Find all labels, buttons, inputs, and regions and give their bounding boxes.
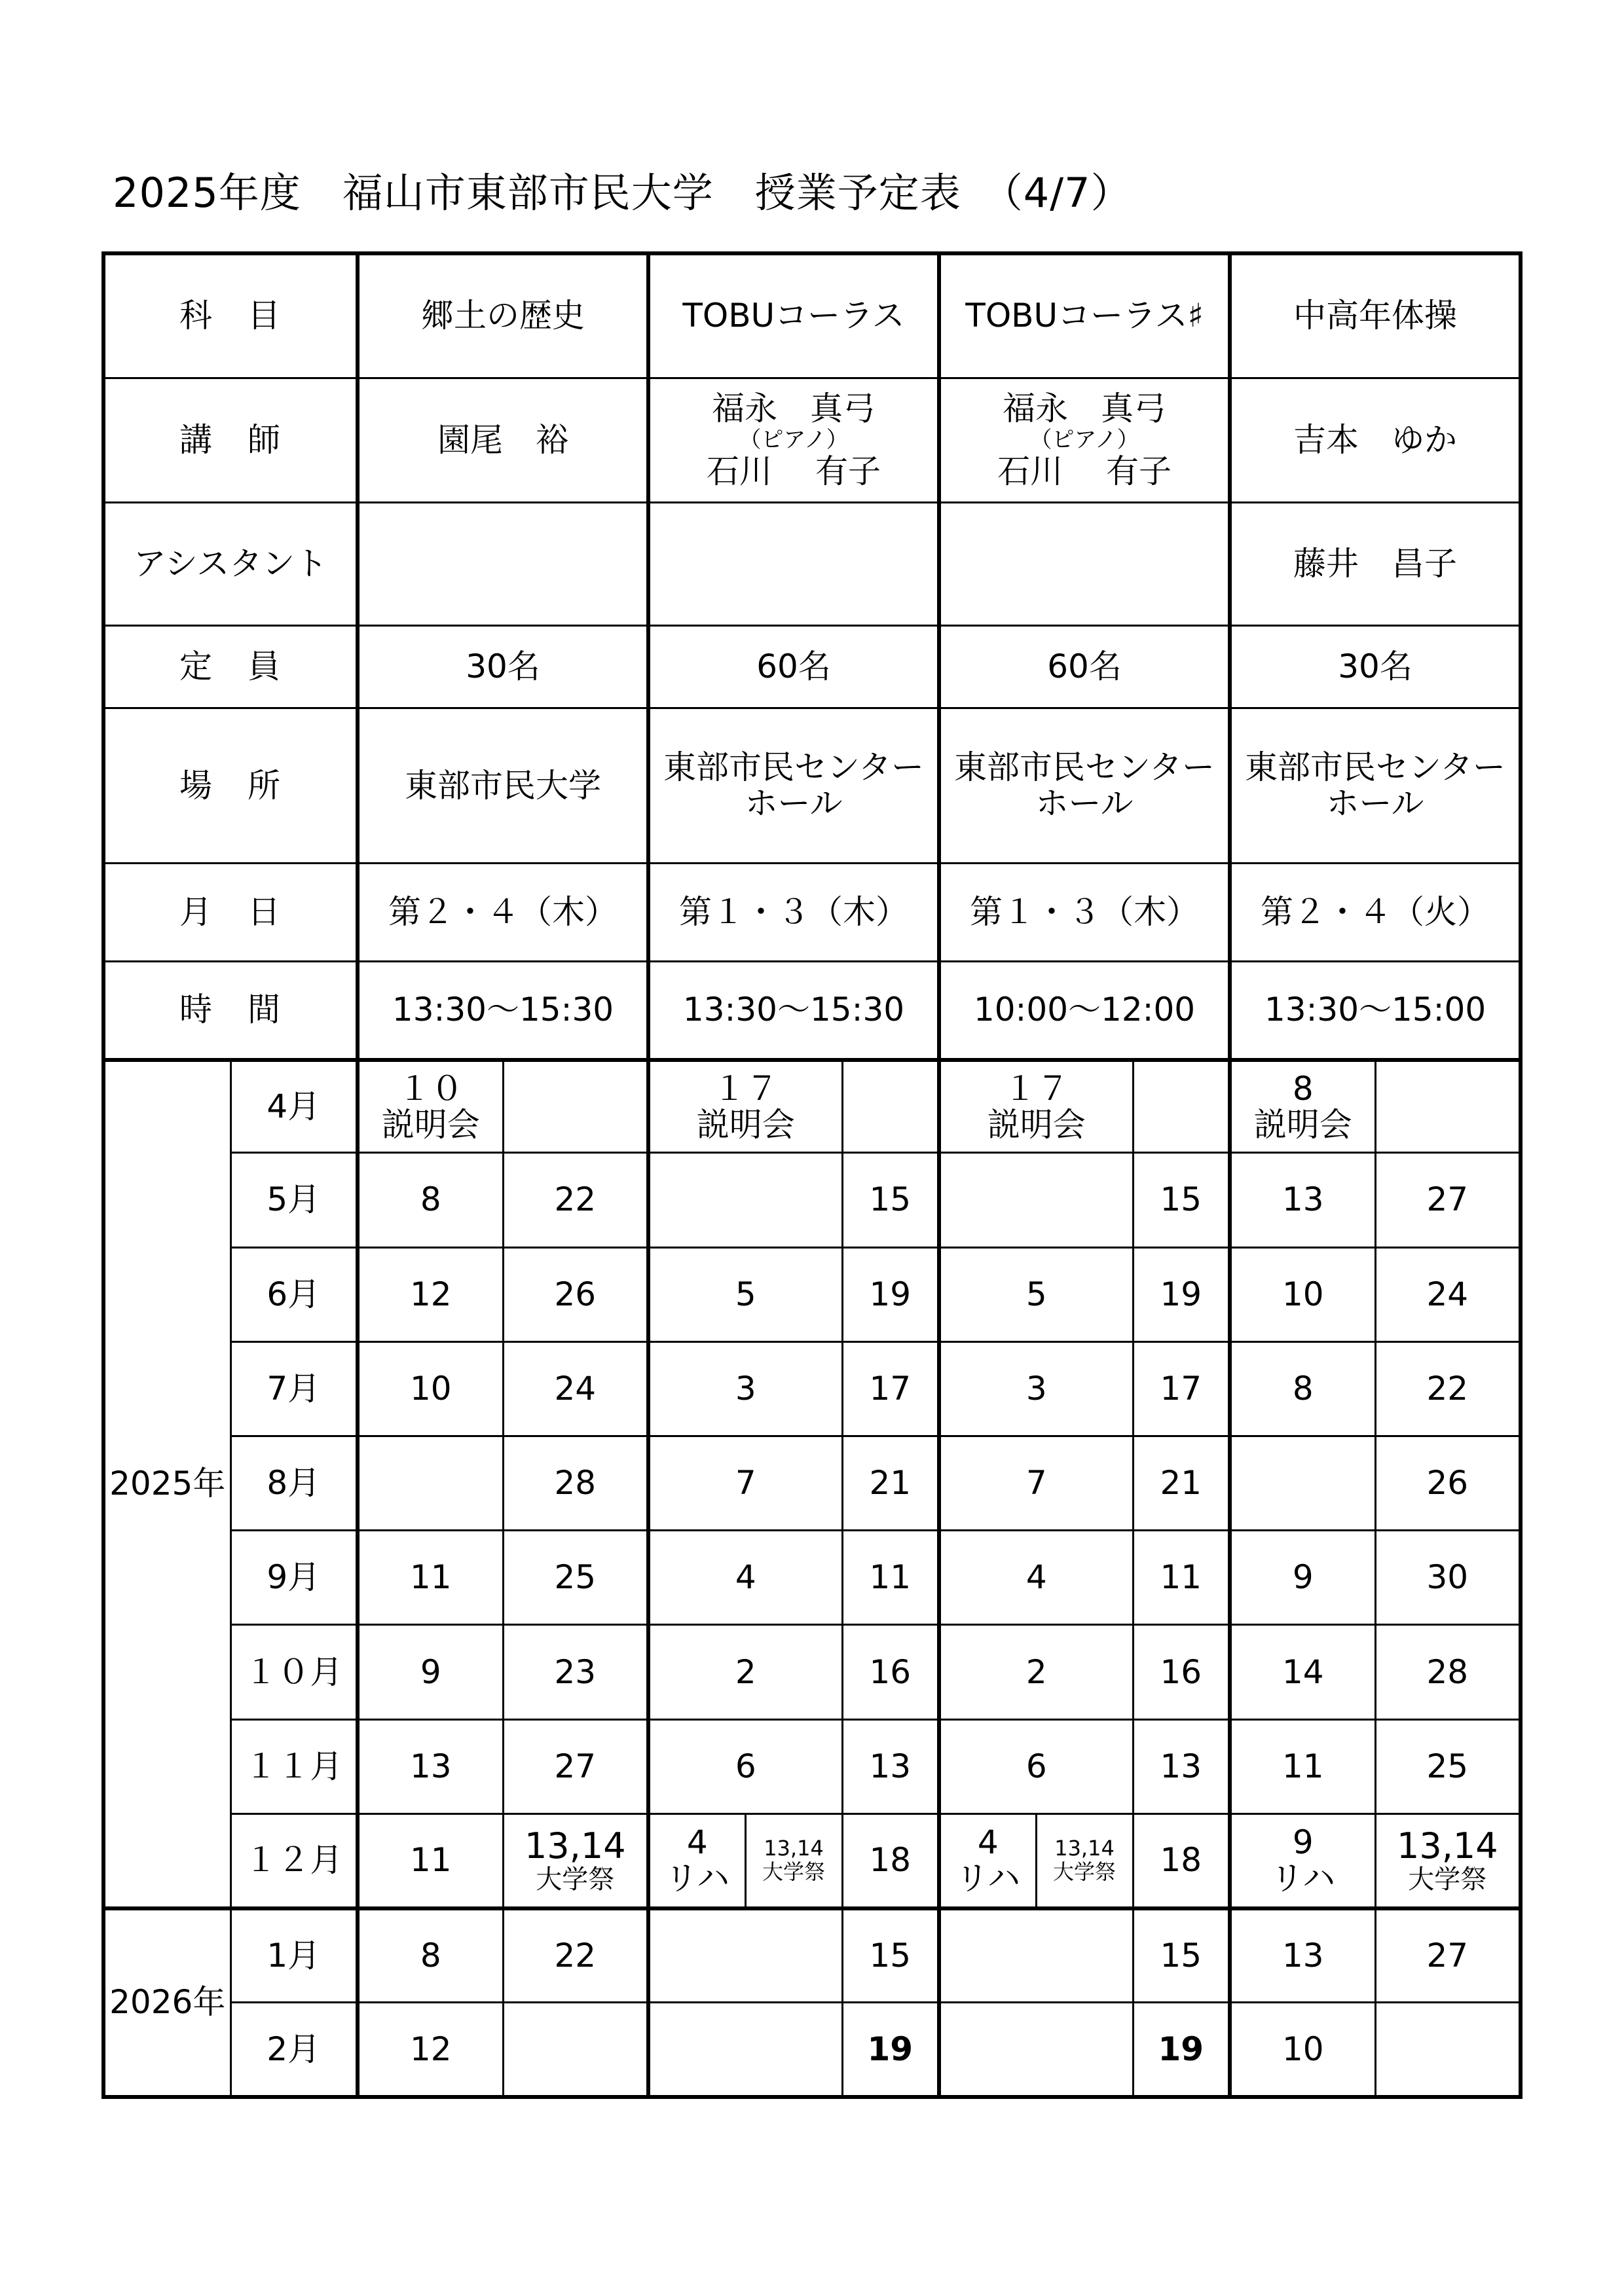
schedule-cell <box>1230 1060 1375 1153</box>
date-cell: 10 <box>1230 1247 1375 1341</box>
month-label: 5月 <box>231 1153 358 1247</box>
course-4-subject: 中高年体操 <box>1230 253 1521 378</box>
course-4-place <box>1230 708 1521 863</box>
month-label: 8月 <box>231 1436 358 1531</box>
date-cell: 27 <box>1375 1908 1521 2003</box>
date-cell: 16 <box>1133 1625 1230 1719</box>
place-label: 場 所 <box>103 708 358 863</box>
month-label: １０月 <box>231 1625 358 1719</box>
course-3-pianist: 石川 有子 <box>997 452 1172 490</box>
month-label: 9月 <box>231 1531 358 1625</box>
festival-note: 大学祭 <box>1053 1859 1116 1884</box>
date-cell: 22 <box>1375 1341 1521 1436</box>
month-label: 6月 <box>231 1247 358 1341</box>
date-cell <box>1036 1813 1133 1908</box>
date-cell <box>503 2003 648 2097</box>
course-4-capacity: 30名 <box>1230 626 1521 708</box>
date-cell <box>745 1813 842 1908</box>
place-row <box>103 708 1521 863</box>
date-cell <box>648 1153 842 1247</box>
date-cell: 24 <box>1375 1247 1521 1341</box>
course-1-teacher: 園尾 裕 <box>358 378 648 502</box>
date-cell: 6 <box>939 1719 1133 1813</box>
date-cell: 26 <box>1375 1436 1521 1531</box>
date-value: 13,14 <box>764 1836 824 1861</box>
month-label: 1月 <box>231 1908 358 2003</box>
schedule-cell <box>939 1060 1133 1153</box>
date-cell: 4 <box>939 1531 1133 1625</box>
date-cell: 11 <box>1133 1531 1230 1625</box>
date-value: 4 <box>977 1823 999 1861</box>
date-cell: 5 <box>648 1247 842 1341</box>
date-cell: 11 <box>358 1531 503 1625</box>
course-3-place-line1: 東部市民センター <box>954 748 1215 787</box>
date-cell: 17 <box>1133 1341 1230 1436</box>
date-cell: 23 <box>503 1625 648 1719</box>
course-2-subject: TOBUコーラス <box>648 253 939 378</box>
festival-note: 大学祭 <box>762 1859 825 1884</box>
date-cell: 13 <box>358 1719 503 1813</box>
date-cell <box>358 1436 503 1531</box>
date-cell: 15 <box>1133 1153 1230 1247</box>
course-2-teacher-main: 福永 真弓 <box>712 390 876 428</box>
date-cell: 19 <box>842 1247 939 1341</box>
course-1-time: 13:30～15:30 <box>358 962 648 1060</box>
date-value: 4 <box>686 1823 708 1861</box>
course-3-teacher-main: 福永 真弓 <box>1003 390 1167 428</box>
month-row-november <box>103 1719 1521 1813</box>
date-cell: 25 <box>503 1531 648 1625</box>
date-cell: 8 <box>358 1153 503 1247</box>
schedule-cell <box>842 1060 939 1153</box>
date-cell: 10 <box>1230 2003 1375 2097</box>
date-cell <box>648 1813 745 1908</box>
date-cell <box>1375 1813 1521 1908</box>
date-cell: 8 <box>358 1908 503 2003</box>
month-row-may <box>103 1153 1521 1247</box>
month-row-january <box>103 1908 1521 2003</box>
course-3-capacity: 60名 <box>939 626 1230 708</box>
date-cell <box>648 1908 842 2003</box>
date-cell: 9 <box>1230 1531 1375 1625</box>
date-cell: 9 <box>358 1625 503 1719</box>
date-cell: 3 <box>648 1341 842 1436</box>
course-1-subject: 郷土の歴史 <box>358 253 648 378</box>
date-cell <box>1230 1436 1375 1531</box>
course-2-place-line1: 東部市民センター <box>663 748 924 787</box>
date-cell: 24 <box>503 1341 648 1436</box>
date-cell: 19 <box>1133 2003 1230 2097</box>
course-2-time: 13:30～15:30 <box>648 962 939 1060</box>
orientation-note: 説明会 <box>1253 1105 1352 1144</box>
date-cell: 17 <box>842 1341 939 1436</box>
course-3-assistant <box>939 503 1230 626</box>
date-cell: 6 <box>648 1719 842 1813</box>
month-label: 4月 <box>231 1060 358 1153</box>
date-cell: 27 <box>1375 1153 1521 1247</box>
date-cell: 22 <box>503 1908 648 2003</box>
rehearsal-note: リハ <box>955 1859 1021 1897</box>
date-value: 13,14 <box>524 1825 626 1867</box>
month-label: 2月 <box>231 2003 358 2097</box>
course-4-assistant: 藤井 昌子 <box>1230 503 1521 626</box>
teacher-row <box>103 378 1521 502</box>
date-cell: 12 <box>358 2003 503 2097</box>
course-1-assistant <box>358 503 648 626</box>
date-cell: 30 <box>1375 1531 1521 1625</box>
course-2-place <box>648 708 939 863</box>
date-cell: 26 <box>503 1247 648 1341</box>
schedule-cell <box>648 1060 842 1153</box>
month-row-april <box>103 1060 1521 1153</box>
course-2-day: 第１・３（木） <box>648 863 939 961</box>
date-cell <box>939 2003 1133 2097</box>
course-3-day: 第１・３（木） <box>939 863 1230 961</box>
date-cell: 11 <box>358 1813 503 1908</box>
date-value: 9 <box>1292 1823 1314 1861</box>
time-row <box>103 962 1521 1060</box>
course-3-place-line2: ホール <box>1035 784 1134 823</box>
date-cell: 25 <box>1375 1719 1521 1813</box>
date-cell: 18 <box>842 1813 939 1908</box>
course-3-subject: TOBUコーラス♯ <box>939 253 1230 378</box>
date-cell: 15 <box>842 1908 939 2003</box>
month-row-june <box>103 1247 1521 1341</box>
date-cell: 7 <box>648 1436 842 1531</box>
date-cell: 18 <box>1133 1813 1230 1908</box>
date-cell: 15 <box>842 1153 939 1247</box>
schedule-cell <box>1133 1060 1230 1153</box>
time-label: 時 間 <box>103 962 358 1060</box>
course-1-capacity: 30名 <box>358 626 648 708</box>
orientation-note: 説明会 <box>696 1105 795 1144</box>
date-cell <box>939 1153 1133 1247</box>
course-1-day: 第２・４（木） <box>358 863 648 961</box>
date-cell: 16 <box>842 1625 939 1719</box>
date-cell: 12 <box>358 1247 503 1341</box>
date-value: 13,14 <box>1054 1836 1115 1861</box>
course-2-capacity: 60名 <box>648 626 939 708</box>
course-2-place-line2: ホール <box>745 784 843 823</box>
date-cell: 19 <box>842 2003 939 2097</box>
course-2-assistant <box>648 503 939 626</box>
date-cell <box>939 1813 1036 1908</box>
date-cell: 8 <box>1230 1341 1375 1436</box>
subject-row <box>103 253 1521 378</box>
course-3-place <box>939 708 1230 863</box>
date-cell: 7 <box>939 1436 1133 1531</box>
date-cell: 21 <box>1133 1436 1230 1531</box>
capacity-label: 定 員 <box>103 626 358 708</box>
date-cell: 10 <box>358 1341 503 1436</box>
date-cell <box>648 2003 842 2097</box>
date-cell: 28 <box>1375 1625 1521 1719</box>
schedule-cell <box>503 1060 648 1153</box>
date-value: １７ <box>1003 1069 1069 1108</box>
course-3-time: 10:00～12:00 <box>939 962 1230 1060</box>
orientation-note: 説明会 <box>381 1105 480 1144</box>
course-3-teacher-note: （ピアノ） <box>1029 427 1139 453</box>
date-cell: 11 <box>1230 1719 1375 1813</box>
date-cell: 13 <box>1230 1153 1375 1247</box>
festival-note: 大学祭 <box>536 1865 615 1895</box>
date-cell: 13 <box>1133 1719 1230 1813</box>
date-cell: 2 <box>939 1625 1133 1719</box>
course-4-time: 13:30～15:00 <box>1230 962 1521 1060</box>
date-cell: 13 <box>842 1719 939 1813</box>
course-2-pianist: 石川 有子 <box>707 452 881 490</box>
date-cell: 4 <box>648 1531 842 1625</box>
page-title: 2025年度 福山市東部市民大学 授業予定表 （4/7） <box>113 169 1132 217</box>
assistant-row <box>103 503 1521 626</box>
date-value: １０ <box>397 1069 464 1108</box>
schedule-cell <box>358 1060 503 1153</box>
date-cell: 3 <box>939 1341 1133 1436</box>
rehearsal-note: リハ <box>1270 1859 1336 1897</box>
month-row-july <box>103 1341 1521 1436</box>
course-4-place-line2: ホール <box>1326 784 1424 823</box>
course-2-teacher-note: （ピアノ） <box>739 427 849 453</box>
date-cell: 2 <box>648 1625 842 1719</box>
year-2026-label: 2026年 <box>103 1908 231 2097</box>
date-value: 8 <box>1292 1069 1314 1108</box>
date-cell <box>1375 2003 1521 2097</box>
date-cell: 14 <box>1230 1625 1375 1719</box>
capacity-row <box>103 626 1521 708</box>
month-label: １１月 <box>231 1719 358 1813</box>
month-row-october <box>103 1625 1521 1719</box>
date-cell <box>1230 1813 1375 1908</box>
month-label: １２月 <box>231 1813 358 1908</box>
month-row-september <box>103 1531 1521 1625</box>
rehearsal-note: リハ <box>665 1859 729 1897</box>
date-cell: 11 <box>842 1531 939 1625</box>
course-1-place: 東部市民大学 <box>358 708 648 863</box>
schedule-table <box>101 251 1522 2099</box>
date-cell: 15 <box>1133 1908 1230 2003</box>
date-cell: 27 <box>503 1719 648 1813</box>
date-cell <box>503 1813 648 1908</box>
date-cell: 19 <box>1133 1247 1230 1341</box>
date-cell <box>939 1908 1133 2003</box>
date-cell: 21 <box>842 1436 939 1531</box>
month-row-february <box>103 2003 1521 2097</box>
course-4-day: 第２・４（火） <box>1230 863 1521 961</box>
orientation-note: 説明会 <box>987 1105 1086 1144</box>
course-2-teacher <box>648 378 939 502</box>
course-4-place-line1: 東部市民センター <box>1245 748 1506 787</box>
schedule-cell <box>1375 1060 1521 1153</box>
subject-label: 科 目 <box>103 253 358 378</box>
day-row <box>103 863 1521 961</box>
year-2025-label: 2025年 <box>103 1060 231 1908</box>
date-cell: 13 <box>1230 1908 1375 2003</box>
course-3-teacher <box>939 378 1230 502</box>
date-cell: 22 <box>503 1153 648 1247</box>
day-label: 月 日 <box>103 863 358 961</box>
month-row-december <box>103 1813 1521 1908</box>
date-value: １７ <box>712 1069 779 1108</box>
month-row-august <box>103 1436 1521 1531</box>
date-cell: 28 <box>503 1436 648 1531</box>
festival-note: 大学祭 <box>1408 1865 1487 1895</box>
teacher-label: 講 師 <box>103 378 358 502</box>
assistant-label: アシスタント <box>103 503 358 626</box>
month-label: 7月 <box>231 1341 358 1436</box>
date-value: 13,14 <box>1397 1825 1498 1867</box>
course-4-teacher: 吉本 ゆか <box>1230 378 1521 502</box>
date-cell: 5 <box>939 1247 1133 1341</box>
